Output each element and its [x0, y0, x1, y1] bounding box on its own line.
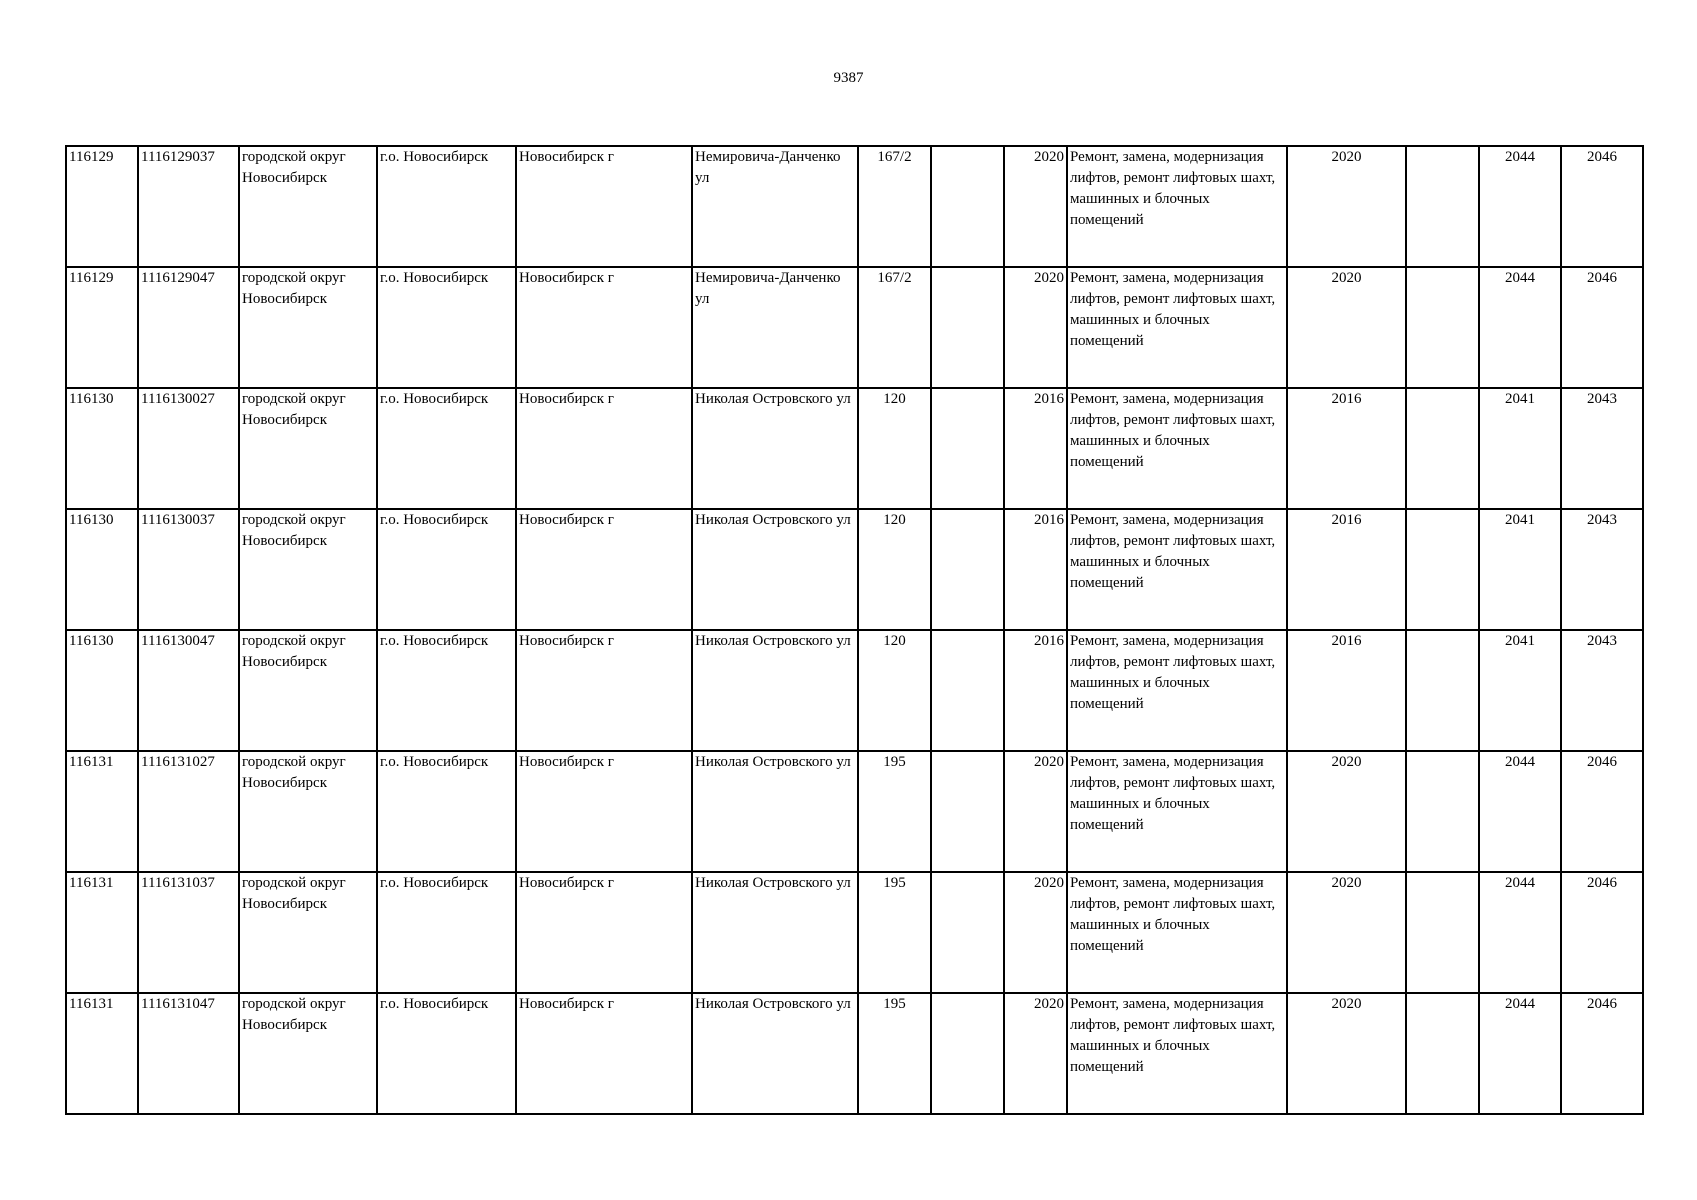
- cell-district: г.о. Новосибирск: [377, 509, 516, 630]
- cell-year-last: 2016: [1287, 630, 1406, 751]
- cell-district: г.о. Новосибирск: [377, 267, 516, 388]
- cell-city: Новосибирск г: [516, 630, 692, 751]
- cell-year-last: 2020: [1287, 993, 1406, 1114]
- cell-house: 167/2: [858, 267, 931, 388]
- cell-street: Немировича-Данченко ул: [692, 267, 858, 388]
- cell-year-last: 2020: [1287, 146, 1406, 267]
- cell-house: 120: [858, 509, 931, 630]
- cell-code: 1116129047: [138, 267, 239, 388]
- cell-year-built: 2020: [1004, 872, 1067, 993]
- cell-year-last: 2020: [1287, 751, 1406, 872]
- cell-building: [931, 872, 1004, 993]
- cell-year-to: 2046: [1561, 146, 1643, 267]
- table-row: [66, 630, 1643, 751]
- cell-city: Новосибирск г: [516, 751, 692, 872]
- cell-year-from: 2041: [1479, 630, 1561, 751]
- cell-extra: [1406, 993, 1479, 1114]
- cell-code: 1116131037: [138, 872, 239, 993]
- cell-street: Николая Островского ул: [692, 630, 858, 751]
- cell-street: Николая Островского ул: [692, 993, 858, 1114]
- cell-district: г.о. Новосибирск: [377, 630, 516, 751]
- cell-year-built: 2016: [1004, 630, 1067, 751]
- table-row: [66, 267, 1643, 388]
- cell-municipality: городской округ Новосибирск: [239, 267, 377, 388]
- cell-year-to: 2046: [1561, 751, 1643, 872]
- cell-id: 116129: [66, 267, 138, 388]
- cell-street: Николая Островского ул: [692, 872, 858, 993]
- cell-extra: [1406, 509, 1479, 630]
- cell-district: г.о. Новосибирск: [377, 388, 516, 509]
- cell-year-last: 2020: [1287, 267, 1406, 388]
- cell-house: 195: [858, 993, 931, 1114]
- cell-building: [931, 267, 1004, 388]
- cell-year-from: 2041: [1479, 509, 1561, 630]
- cell-year-to: 2043: [1561, 509, 1643, 630]
- cell-building: [931, 388, 1004, 509]
- cell-year-built: 2020: [1004, 146, 1067, 267]
- cell-id: 116130: [66, 388, 138, 509]
- cell-year-from: 2044: [1479, 751, 1561, 872]
- cell-code: 1116129037: [138, 146, 239, 267]
- cell-year-from: 2044: [1479, 267, 1561, 388]
- cell-street: Николая Островского ул: [692, 509, 858, 630]
- cell-municipality: городской округ Новосибирск: [239, 630, 377, 751]
- cell-house: 195: [858, 872, 931, 993]
- cell-extra: [1406, 872, 1479, 993]
- cell-municipality: городской округ Новосибирск: [239, 509, 377, 630]
- cell-municipality: городской округ Новосибирск: [239, 146, 377, 267]
- cell-house: 120: [858, 630, 931, 751]
- cell-work-type: Ремонт, замена, модернизация лифтов, ремонт лифтовых шахт, машинных и блочных помещений: [1067, 993, 1287, 1114]
- cell-city: Новосибирск г: [516, 146, 692, 267]
- cell-code: 1116130047: [138, 630, 239, 751]
- cell-building: [931, 146, 1004, 267]
- cell-extra: [1406, 146, 1479, 267]
- cell-city: Новосибирск г: [516, 993, 692, 1114]
- cell-city: Новосибирск г: [516, 509, 692, 630]
- cell-district: г.о. Новосибирск: [377, 872, 516, 993]
- cell-year-built: 2020: [1004, 993, 1067, 1114]
- cell-street: Николая Островского ул: [692, 751, 858, 872]
- cell-id: 116129: [66, 146, 138, 267]
- cell-city: Новосибирск г: [516, 388, 692, 509]
- cell-district: г.о. Новосибирск: [377, 993, 516, 1114]
- cell-extra: [1406, 630, 1479, 751]
- page-number: 9387: [833, 70, 864, 86]
- cell-city: Новосибирск г: [516, 267, 692, 388]
- cell-work-type: Ремонт, замена, модернизация лифтов, ремонт лифтовых шахт, машинных и блочных помещений: [1067, 267, 1287, 388]
- cell-id: 116130: [66, 509, 138, 630]
- registry-table: [65, 145, 1644, 1115]
- cell-id: 116131: [66, 993, 138, 1114]
- table-row: [66, 872, 1643, 993]
- cell-year-built: 2020: [1004, 751, 1067, 872]
- registry-table-body: [66, 146, 1643, 1114]
- table-row: [66, 993, 1643, 1114]
- cell-code: 1116131047: [138, 993, 239, 1114]
- cell-year-to: 2046: [1561, 872, 1643, 993]
- cell-building: [931, 993, 1004, 1114]
- cell-work-type: Ремонт, замена, модернизация лифтов, ремонт лифтовых шахт, машинных и блочных помещений: [1067, 388, 1287, 509]
- cell-extra: [1406, 388, 1479, 509]
- cell-municipality: городской округ Новосибирск: [239, 993, 377, 1114]
- cell-district: г.о. Новосибирск: [377, 751, 516, 872]
- cell-year-last: 2020: [1287, 872, 1406, 993]
- cell-extra: [1406, 267, 1479, 388]
- cell-year-last: 2016: [1287, 509, 1406, 630]
- cell-work-type: Ремонт, замена, модернизация лифтов, ремонт лифтовых шахт, машинных и блочных помещений: [1067, 630, 1287, 751]
- table-row: [66, 388, 1643, 509]
- cell-year-built: 2020: [1004, 267, 1067, 388]
- cell-id: 116131: [66, 872, 138, 993]
- cell-building: [931, 751, 1004, 872]
- cell-work-type: Ремонт, замена, модернизация лифтов, ремонт лифтовых шахт, машинных и блочных помещений: [1067, 872, 1287, 993]
- cell-year-from: 2044: [1479, 146, 1561, 267]
- cell-code: 1116130037: [138, 509, 239, 630]
- cell-year-from: 2044: [1479, 993, 1561, 1114]
- cell-year-last: 2016: [1287, 388, 1406, 509]
- cell-district: г.о. Новосибирск: [377, 146, 516, 267]
- cell-year-built: 2016: [1004, 509, 1067, 630]
- cell-house: 167/2: [858, 146, 931, 267]
- cell-building: [931, 509, 1004, 630]
- cell-year-to: 2043: [1561, 630, 1643, 751]
- cell-year-built: 2016: [1004, 388, 1067, 509]
- cell-id: 116131: [66, 751, 138, 872]
- cell-municipality: городской округ Новосибирск: [239, 388, 377, 509]
- cell-building: [931, 630, 1004, 751]
- cell-year-from: 2041: [1479, 388, 1561, 509]
- cell-street: Николая Островского ул: [692, 388, 858, 509]
- cell-city: Новосибирск г: [516, 872, 692, 993]
- cell-year-from: 2044: [1479, 872, 1561, 993]
- table-row: [66, 751, 1643, 872]
- cell-house: 120: [858, 388, 931, 509]
- cell-municipality: городской округ Новосибирск: [239, 751, 377, 872]
- cell-year-to: 2043: [1561, 388, 1643, 509]
- cell-work-type: Ремонт, замена, модернизация лифтов, ремонт лифтовых шахт, машинных и блочных помещений: [1067, 509, 1287, 630]
- cell-id: 116130: [66, 630, 138, 751]
- cell-year-to: 2046: [1561, 993, 1643, 1114]
- cell-extra: [1406, 751, 1479, 872]
- table-row: [66, 146, 1643, 267]
- cell-year-to: 2046: [1561, 267, 1643, 388]
- cell-code: 1116130027: [138, 388, 239, 509]
- cell-municipality: городской округ Новосибирск: [239, 872, 377, 993]
- cell-street: Немировича-Данченко ул: [692, 146, 858, 267]
- cell-code: 1116131027: [138, 751, 239, 872]
- table-row: [66, 509, 1643, 630]
- cell-house: 195: [858, 751, 931, 872]
- cell-work-type: Ремонт, замена, модернизация лифтов, ремонт лифтовых шахт, машинных и блочных помещений: [1067, 751, 1287, 872]
- cell-work-type: Ремонт, замена, модернизация лифтов, ремонт лифтовых шахт, машинных и блочных помещений: [1067, 146, 1287, 267]
